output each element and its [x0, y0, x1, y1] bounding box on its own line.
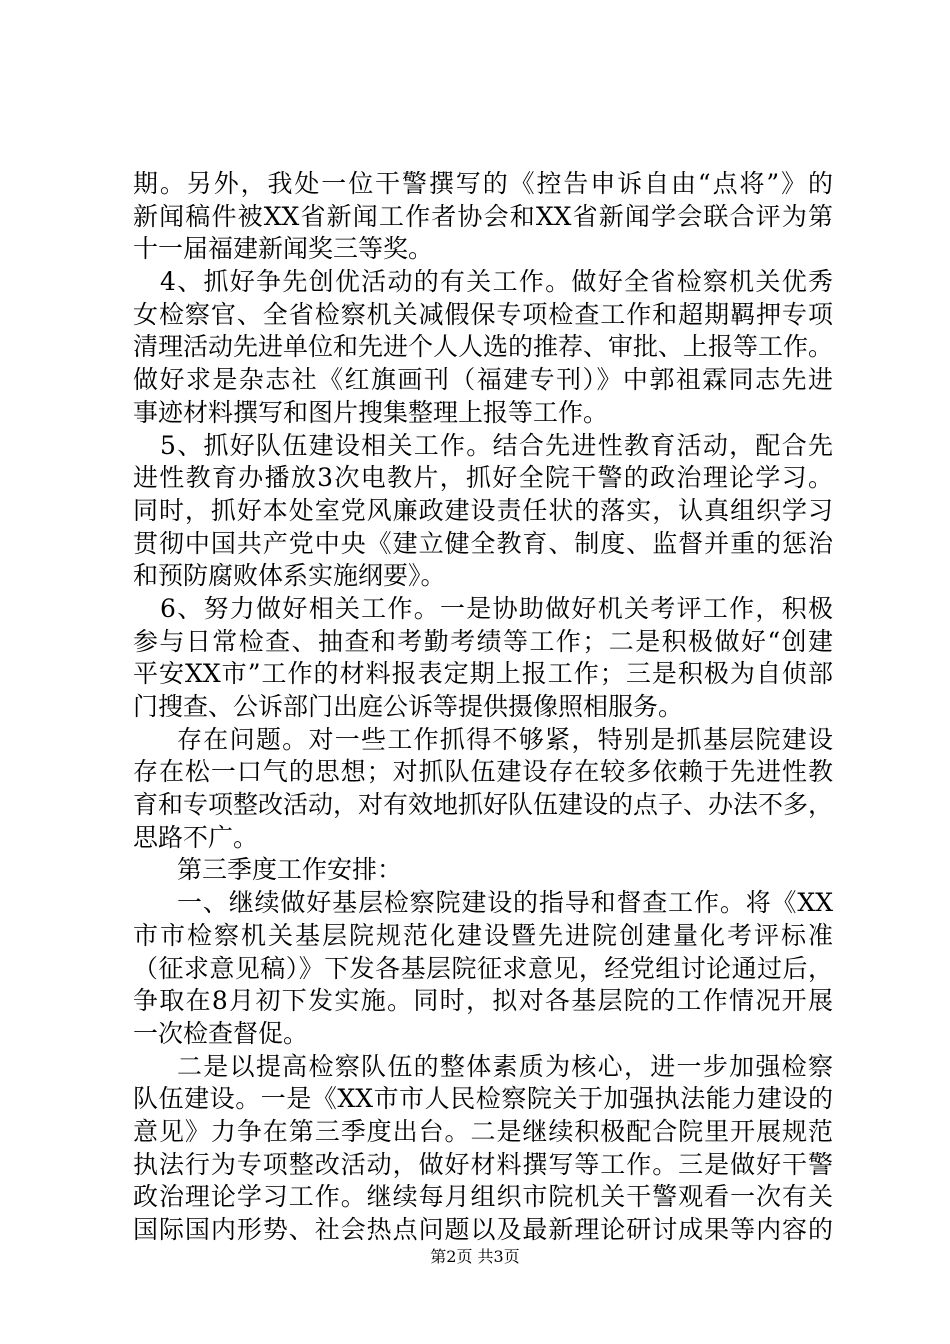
- paragraph-continuation: [133, 168, 833, 266]
- text-line: 清理活动先进单位和先进个人人选的推荐、审批、上报等工作。: [133, 332, 834, 362]
- text-line: 国际国内形势、社会热点问题以及最新理论研讨成果等内容的: [133, 1215, 833, 1244]
- text-line: 和预防腐败体系实施纲要》。: [133, 561, 446, 591]
- text-line: 存在问题。对一些工作抓得不够紧，特别是抓基层院建设: [177, 724, 833, 754]
- text-line: 二是以提高检察队伍的整体素质为核心，进一步加强检察: [177, 1051, 833, 1081]
- text-line: 意见》力争在第三季度出台。二是继续积极配合院里开展规范: [133, 1116, 833, 1146]
- text-line: 思路不广。: [133, 822, 259, 852]
- text-line: 做好求是杂志社《红旗画刊（福建专刊）》中郭祖霖同志先进: [133, 365, 833, 395]
- text-line: 事迹材料撰写和图片搜集整理上报等工作。: [133, 397, 609, 427]
- paragraph-q3-item-2: [133, 1051, 833, 1247]
- text-line: 执法行为专项整改活动，做好材料撰写等工作。三是做好干警: [133, 1149, 833, 1179]
- text-line: 同时，抓好本处室党风廉政建设责任状的落实，认真组织学习: [133, 495, 833, 525]
- text-line: 第三季度工作安排：: [177, 855, 403, 885]
- paragraph-problems: [133, 724, 833, 855]
- paragraph-item-5: [133, 430, 833, 593]
- paragraph-item-4: [133, 266, 833, 429]
- text-line: 队伍建设。一是《XX市市人民检察院关于加强执法能力建设的: [133, 1084, 833, 1114]
- text-line: 平安XX市”工作的材料报表定期上报工作；三是积极为自侦部: [133, 659, 833, 689]
- text-line: 5、抓好队伍建设相关工作。结合先进性教育活动，配合先: [160, 430, 833, 460]
- text-line: 期。另外，我处一位干警撰写的《控告申诉自由“点将”》的: [133, 169, 833, 198]
- text-line: 政治理论学习工作。继续每月组织市院机关干警观看一次有关: [133, 1182, 833, 1212]
- text-line: 一、继续做好基层检察院建设的指导和督查工作。将《XX: [177, 888, 833, 918]
- text-line: 育和专项整改活动，对有效地抓好队伍建设的点子、办法不多，: [133, 790, 834, 820]
- text-line: 十一届福建新闻奖三等奖。: [133, 234, 434, 264]
- paragraph-q3-item-1: [133, 887, 833, 1050]
- text-line: 门搜查、公诉部门出庭公诉等提供摄像照相服务。: [133, 692, 684, 721]
- text-line: 女检察官、全省检察机关减假保专项检查工作和超期羁押专项: [133, 299, 833, 329]
- text-line: 市市检察机关基层院规范化建设暨先进院创建量化考评标准: [133, 920, 833, 950]
- paragraph-q3-heading: [133, 854, 833, 887]
- text-line: 进性教育办播放3次电教片，抓好全院干警的政治理论学习。: [133, 463, 833, 493]
- paragraph-item-6: [133, 593, 833, 724]
- document-body: [133, 168, 833, 1247]
- text-line: （征求意见稿）》下发各基层院征求意见，经党组讨论通过后，: [133, 953, 833, 983]
- page-footer: 第2页 共3页: [430, 1247, 520, 1266]
- text-line: 存在松一口气的思想；对抓队伍建设存在较多依赖于先进性教: [133, 757, 833, 787]
- text-line: 一次检查督促。: [133, 1018, 309, 1048]
- text-line: 4、抓好争先创优活动的有关工作。做好全省检察机关优秀: [160, 267, 833, 297]
- text-line: 新闻稿件被XX省新闻工作者协会和XX省新闻学会联合评为第: [133, 201, 833, 231]
- text-line: 贯彻中国共产党中央《建立健全教育、制度、监督并重的惩治: [133, 528, 833, 558]
- text-line: 6、努力做好相关工作。一是协助做好机关考评工作，积极: [160, 593, 833, 623]
- text-line: 参与日常检查、抽查和考勤考绩等工作；二是积极做好“创建: [133, 626, 833, 656]
- text-line: 争取在8月初下发实施。同时，拟对各基层院的工作情况开展: [133, 986, 833, 1016]
